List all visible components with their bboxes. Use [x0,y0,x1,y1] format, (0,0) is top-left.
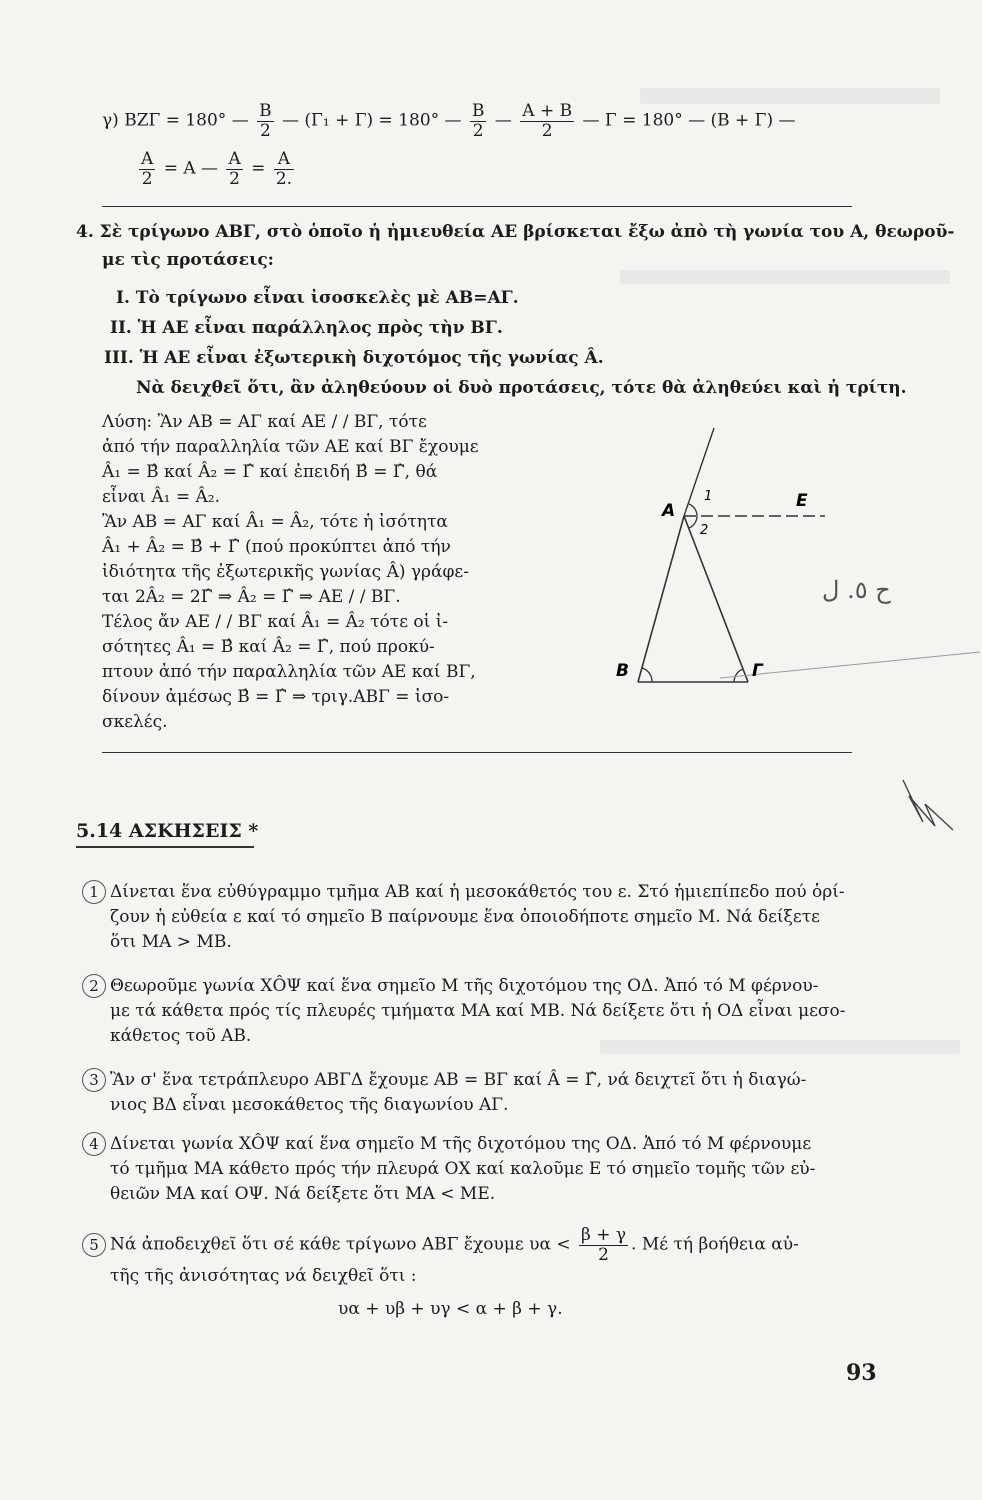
formula-gamma-line1 [102,102,796,140]
bleed-through [620,270,950,284]
fraction-numerator: Β [471,101,485,121]
label-e: E [796,491,808,511]
exercise-2 [82,974,882,1049]
fraction-numerator: β + γ [581,1225,627,1245]
exercise-number: 2 [82,974,106,998]
solution-line: σότητες Â₁ = Β̂ καί Â₂ = Γ̂, πού προκύ- [102,637,435,657]
fraction [470,102,487,140]
formula-text: — Γ = 180° — (Β + Γ) — [582,110,796,131]
angle-arc-b [642,668,652,682]
solution-line: σκελές. [102,712,168,732]
side-ag [684,516,748,682]
exercise-line: θειῶν ΜΑ καί ΟΨ. Νά δείξετε ὅτι ΜΑ < ΜΕ. [110,1184,496,1204]
exercise-line: τῆς τῆς ἀνισότητας νά δειχθεῖ ὅτι : [110,1266,417,1287]
fraction-denominator: 2 [541,120,553,141]
section-heading [76,820,258,842]
problem-number: 4. [76,222,94,242]
formula-text: — (Γ₁ + Γ) = 180° — [282,110,462,131]
exercise-line: ὅτι ΜΑ > ΜΒ. [110,932,232,952]
fraction-numerator: Α [228,149,241,169]
solution-line: ἰδιότητα τῆς ἐξωτερικῆς γωνίας Â) γράφε- [102,562,469,582]
exercise-4 [82,1132,882,1207]
label-gamma: Γ [752,661,763,681]
formula-text: = [251,158,266,179]
fraction-numerator: Α [141,149,154,169]
exercise-line: . Μέ τή βοήθεια αὐ- [631,1234,799,1255]
exercise-3 [82,1068,882,1118]
exercise-formula: υα + υβ + υγ < α + β + γ. [338,1299,563,1320]
fraction-denominator: 2 [598,1244,609,1265]
handwritten-note: ح ٥. ل [822,576,891,604]
exercise-line: Θεωροῦμε γωνία ΧÔΨ καί ἕνα σημεῖο Μ τῆς διχοτόμου της ΟΔ. Ἀπό τό Μ φέρνου- [110,976,819,996]
label-angle-1: 1 [704,489,713,504]
solution-line: Â₁ = Β̂ καί Â₂ = Γ̂ καί ἐπειδή Β̂ = Γ̂, θά [102,462,438,482]
exercise-number: 5 [82,1233,106,1257]
label-b: B [616,661,629,681]
fraction-numerator: Α + Β [522,101,573,121]
fraction-numerator: Α [274,150,294,170]
fraction [520,102,574,140]
exercise-line: Δίνεται γωνία ΧÔΨ καί ἕνα σημεῖο Μ τῆς διχοτόμου της ΟΔ. Ἀπό τό Μ φέρνουμε [110,1134,812,1154]
angle-arc-2 [689,516,697,528]
exercise-5 [82,1226,902,1322]
solution-line: Τέλος ἄν ΑΕ / / ΒΓ καί Â₁ = Â₂ τότε οἱ ἰ- [102,612,449,632]
fraction [579,1226,628,1264]
solution-line: Â₁ + Â₂ = Β̂ + Γ̂ (πού προκύπτει ἀπό τήν [102,537,451,557]
problem-4-statement [76,222,955,242]
heading-underline [76,846,254,848]
fraction-numerator: Β [259,101,272,121]
formula-text: γ) ΒΖΓ = 180° — [102,110,249,131]
triangle-figure [600,420,980,740]
solution-line: Ἂν ΑΒ = ΑΓ καί Â₁ = Â₂, τότε ἡ ἰσότητα [102,512,448,532]
label-a: A [662,501,676,521]
exercise-1 [82,880,882,955]
exercise-line: Ἂν σ' ἕνα τετράπλευρο ΑΒΓΔ ἔχουμε ΑΒ = ΒΓ καί Â = Γ̂, νά δειχτεῖ ὅτι ἡ διαγώ- [110,1070,807,1090]
label-angle-2: 2 [700,523,709,538]
formula-text: — [494,110,512,131]
page-number: 93 [846,1360,877,1386]
fraction [226,150,242,188]
divider [102,206,852,207]
exercise-line: τό τμῆμα ΜΑ κάθετο πρός τήν πλευρά ΟΧ καί καλοῦμε Ε τό σημεῖο τομῆς τῶν εὐ- [110,1159,816,1179]
problem-goal: Νὰ δειχθεῖ ὅτι, ἂν ἀληθεύουν οἱ δυὸ προτάσεις, τότε θὰ ἀληθεύει καὶ ἡ τρίτη. [136,378,907,398]
angle-arc-1 [689,504,697,516]
solution-line: ἀπό τήν παραλληλία τῶν ΑΕ καί ΒΓ ἔχουμε [102,437,479,457]
solution-line: εἶναι Â₁ = Â₂. [102,487,220,507]
proposition-2: ΙΙ. Ἡ ΑΕ εἶναι παράλληλος πρὸς τὴν ΒΓ. [110,318,503,338]
fraction [257,102,274,140]
solution-line: πτουν ἀπό τήν παραλληλία τῶν ΑΕ καί ΒΓ, [102,662,476,682]
fraction-denominator: 2 [141,168,153,189]
side-ab [638,516,684,682]
fraction-denominator: 2. [275,168,293,189]
problem-text: με τὶς προτάσεις: [102,250,274,270]
fraction-denominator: 2 [229,168,240,189]
exercise-line: Δίνεται ἕνα εὐθύγραμμο τμῆμα ΑΒ καί ἡ μεσοκάθετός του ε. Στό ἡμιεπίπεδο πού ὁρί- [110,882,845,902]
exercise-number: 1 [82,880,106,904]
proposition-3: ΙΙΙ. Ἡ ΑΕ εἶναι ἐξωτερικὴ διχοτόμος τῆς γωνίας Â. [104,348,604,368]
exercise-number: 3 [82,1068,106,1092]
fraction [274,150,294,188]
pencil-squiggle [895,760,965,840]
section-heading-text: 5.14 ΑΣΚΗΣΕΙΣ * [76,820,259,842]
solution-block [102,410,479,735]
exercise-line: νιος ΒΔ εἶναι μεσοκάθετος τῆς διαγωνίου ΑΓ. [110,1095,509,1115]
solution-line: Λύση: Ἂν ΑΒ = ΑΓ καί ΑΕ / / ΒΓ, τότε [102,412,427,432]
fraction-denominator: 2 [259,120,271,141]
fraction-denominator: 2 [472,120,484,141]
exercise-line: κάθετος τοῦ ΑΒ. [110,1026,252,1046]
formula-text: = Α — [163,158,219,179]
exercise-line: Νά ἀποδειχθεῖ ὅτι σέ κάθε τρίγωνο ΑΒΓ ἔχουμε υα < [110,1234,571,1255]
exercise-number: 4 [82,1132,106,1156]
divider [102,752,852,753]
solution-line: δίνουν ἀμέσως Β̂ = Γ̂ ⇒ τριγ.ΑΒΓ = ἰσο- [102,687,450,707]
exercise-line: ζουν ἡ εὐθεία ε καί τό σημεῖο Β παίρνουμε ἕνα ὁποιοδήποτε σημεῖο Μ. Νά δείξετε [110,907,820,927]
fraction [139,150,155,188]
exercise-line: με τά κάθετα πρός τίς πλευρές τμήματα ΜΑ καί ΜΒ. Νά δείξετε ὅτι ἡ ΟΔ εἶναι μεσο- [110,1001,846,1021]
proposition-1: Ι. Τὸ τρίγωνο εἶναι ἰσοσκελὲς μὲ ΑΒ=ΑΓ. [116,288,519,308]
formula-gamma-line2 [136,150,297,188]
problem-text: Σὲ τρίγωνο ΑΒΓ, στὸ ὁποῖο ἡ ἡμιευθεία ΑΕ βρίσκεται ἔξω ἀπὸ τὴ γωνία του Α, θεωροῦ- [99,222,955,242]
solution-line: ται 2Â₂ = 2Γ̂ ⇒ Â₂ = Γ̂ ⇒ ΑΕ / / ΒΓ. [102,587,401,607]
